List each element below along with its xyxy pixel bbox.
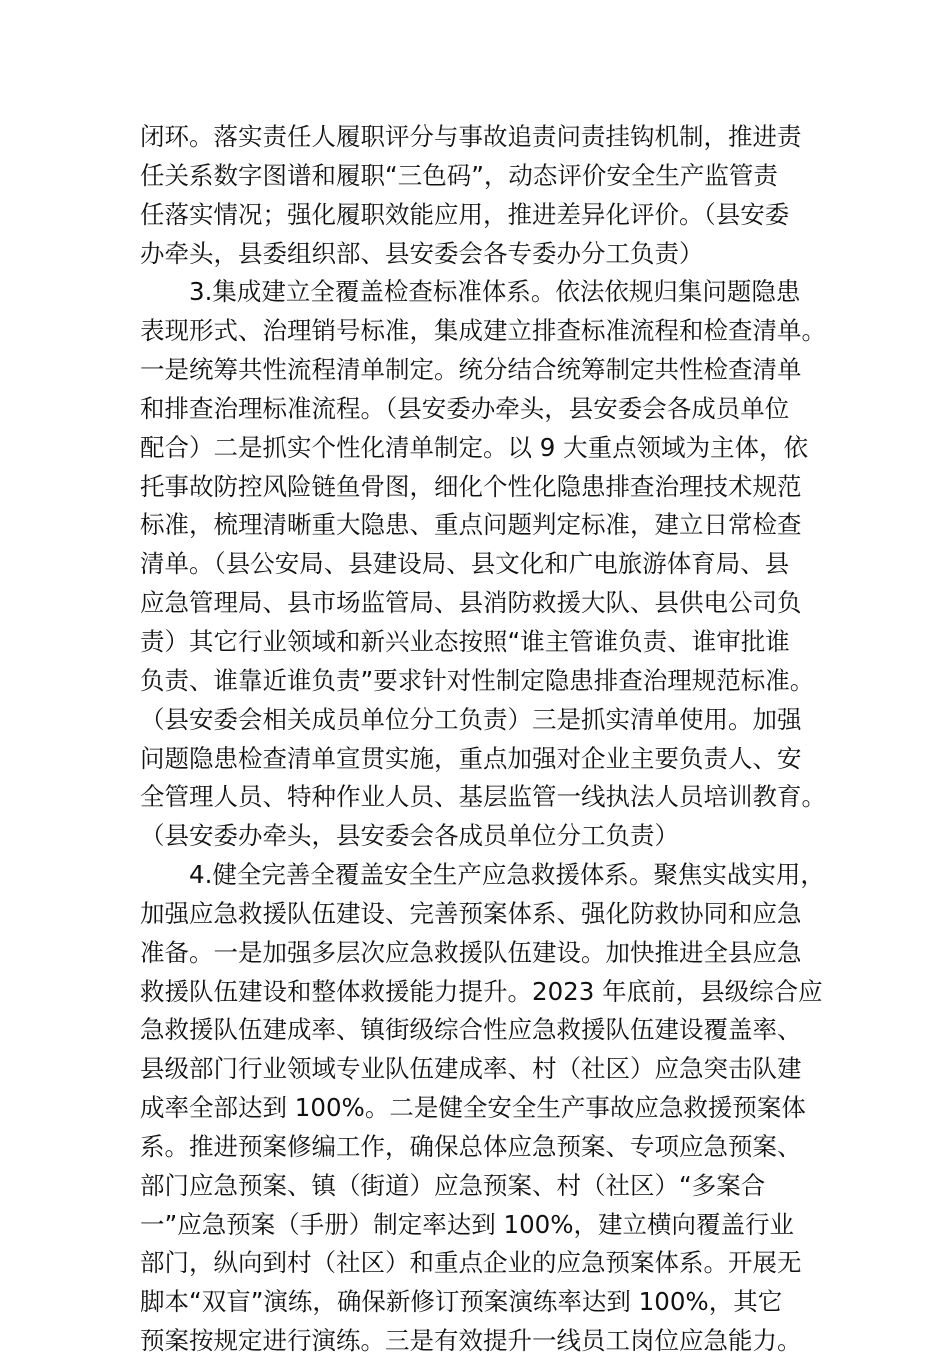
text-line: （县安委办牵头，县安委会各成员单位分工负责） [140, 821, 679, 851]
text-line: （县安委会相关成员单位分工负责）三是抓实清单使用。加强 [140, 704, 802, 734]
text-line: 责）其它行业领域和新兴业态按照“谁主管谁负责、谁审批谁 [140, 626, 790, 656]
text-line: 任落实情况；强化履职效能应用，推进差异化评价。（县安委 [140, 199, 790, 229]
section-heading-line: 3.集成建立全覆盖检查标准体系。依法依规归集问题隐患 [189, 277, 801, 307]
text-line: 闭环。落实责任人履职评分与事故追责问责挂钩机制，推进责 [140, 122, 802, 151]
text-line: 全管理人员、特种作业人员、基层监管一线执法人员培训教育。 [140, 782, 826, 812]
text-line: 脚本“双盲”演练，确保新修订预案演练率达到 100%，其它 [140, 1287, 783, 1317]
text-line: 配合）二是抓实个性化清单制定。以 9 大重点领域为主体，依 [140, 432, 809, 462]
text-line: 任关系数字图谱和履职“三色码”，动态评价安全生产监管责 [140, 160, 778, 190]
text-line: 预案按规定进行演练。三是有效提升一线员工岗位应急能力。 [140, 1326, 802, 1356]
text-line: 办牵头，县委组织部、县安委会各专委办分工负责） [140, 238, 704, 268]
text-line: 系。推进预案修编工作，确保总体应急预案、专项应急预案、 [140, 1131, 802, 1161]
text-line: 县级部门行业领域专业队伍建成率、村（社区）应急突击队建 [140, 1054, 802, 1084]
text-line: 部门应急预案、镇（街道）应急预案、村（社区）“多案合 [140, 1170, 766, 1200]
text-line: 救援队伍建设和整体救援能力提升。2023 年底前，县级综合应 [140, 976, 823, 1006]
text-line: 部门，纵向到村（社区）和重点企业的应急预案体系。开展无 [140, 1248, 802, 1278]
text-line: 标准，梳理清晰重大隐患、重点问题判定标准，建立日常检查 [140, 510, 802, 540]
section-heading-line: 4.健全完善全覆盖安全生产应急救援体系。聚焦实战实用， [189, 860, 825, 890]
text-line: 问题隐患检查清单宣贯实施，重点加强对企业主要负责人、安 [140, 743, 802, 773]
text-line: 一”应急预案（手册）制定率达到 100%，建立横向覆盖行业 [140, 1209, 795, 1239]
body-text [140, 118, 830, 1361]
text-line: 成率全部达到 100%。二是健全安全生产事故应急救援预案体 [140, 1093, 806, 1123]
text-line: 加强应急救援队伍建设、完善预案体系、强化防救协同和应急 [140, 898, 802, 928]
text-line: 一是统筹共性流程清单制定。统分结合统筹制定共性检查清单 [140, 355, 802, 385]
text-line: 表现形式、治理销号标准，集成建立排查标准流程和检查清单。 [140, 316, 826, 346]
text-line: 托事故防控风险链鱼骨图，细化个性化隐患排查治理技术规范 [140, 471, 802, 501]
text-line: 应急管理局、县市场监管局、县消防救援大队、县供电公司负 [140, 588, 802, 618]
text-line: 负责、谁靠近谁负责”要求针对性制定隐患排查治理规范标准。 [140, 665, 815, 695]
text-line: 急救援队伍建成率、镇街级综合性应急救援队伍建设覆盖率、 [140, 1015, 802, 1045]
text-line: 准备。一是加强多层次应急救援队伍建设。加快推进全县应急 [140, 937, 802, 967]
text-line: 清单。（县公安局、县建设局、县文化和广电旅游体育局、县 [140, 549, 790, 579]
text-line: 和排查治理标准流程。（县安委办牵头，县安委会各成员单位 [140, 393, 790, 423]
